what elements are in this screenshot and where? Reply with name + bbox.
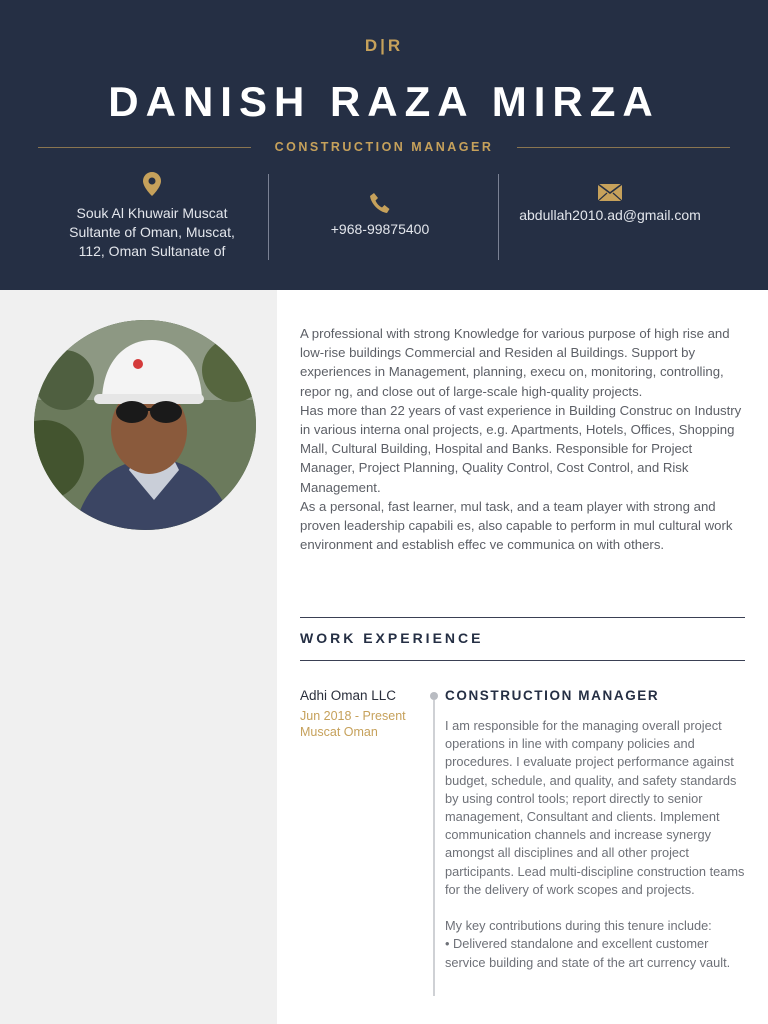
contribution-item: • Delivered standalone and excellent customer service building and state of the art currency vault.	[445, 936, 731, 970]
summary-paragraph: Has more than 22 years of vast experience in Building Construc on Industry in various interna onal projects, e.g. Apartments, Hotels, Offices, Shopping Mall, Cultural Building, Hospital and Banks. Responsible for Project Manager, Project Planning, Quality Control, Cost Control, and Risk Management.	[300, 402, 742, 495]
email-address[interactable]: abdullah2010.ad@gmail.com	[519, 207, 701, 223]
summary-paragraph: A professional with strong Knowledge for various purpose of high rise and low-rise buildings Commercial and Residen al Buildings. Support by experiences in Management, planning, execu on, monitoring, controlling, repor ng, and close out of large-scale high-quality projects.	[300, 326, 730, 399]
job-location: Muscat Oman	[300, 724, 378, 739]
address-line-2: Sultante of Oman, Muscat,	[69, 224, 235, 240]
summary-paragraph: As a personal, fast learner, mul task, and a team player with strong and proven leadership capabili es, also capable to perform in mul cultural work environment and establish effec ve communica on with others.	[300, 498, 733, 553]
job-dates	[300, 709, 406, 740]
timeline-dot	[430, 692, 438, 700]
full-name: DANISH RAZA MIRZA	[108, 78, 660, 125]
phone-icon	[370, 192, 390, 214]
phone-number[interactable]: +968-99875400	[330, 221, 430, 237]
company-name: Adhi Oman LLC	[300, 688, 397, 703]
job-title: CONSTRUCTION MANAGER	[274, 140, 494, 154]
role-description	[445, 717, 747, 972]
header-banner	[0, 0, 768, 290]
timeline-line	[433, 700, 435, 996]
location-pin-icon	[143, 172, 161, 196]
section-title: WORK EXPERIENCE	[300, 630, 484, 646]
contributions-intro: My key contributions during this tenure include:	[445, 918, 712, 934]
date-range: Jun 2018 - Present	[300, 709, 406, 723]
title-divider-right	[517, 147, 730, 148]
job-title-row	[38, 138, 730, 156]
phone-block	[280, 192, 480, 282]
envelope-icon	[598, 184, 622, 201]
address-line-1: Souk Al Khuwair Muscat	[76, 205, 228, 221]
profile-photo-image	[34, 320, 256, 530]
monogram: D|R	[364, 36, 404, 55]
contact-divider	[498, 174, 499, 260]
address-block	[52, 172, 252, 262]
profile-photo	[34, 320, 256, 530]
role-description-text: I am responsible for the managing overall project operations in line with company policies and procedures. I evaluate project performance against budget, schedule, and quality, and safety standards by using control tools; report directly to senior management, Consultant and clients. Implement communication channels and increase synergy amongst all disciplines and all other project participants. Lead multi-discipline construction teams for the delivery of work scopes and projects.	[445, 718, 745, 897]
work-experience-heading	[300, 617, 745, 661]
address-line-3: 112, Oman Sultanate of	[78, 243, 226, 259]
profile-summary	[300, 324, 745, 554]
role-title: CONSTRUCTION MANAGER	[445, 688, 660, 703]
contact-divider	[268, 174, 269, 260]
email-block	[510, 184, 710, 274]
